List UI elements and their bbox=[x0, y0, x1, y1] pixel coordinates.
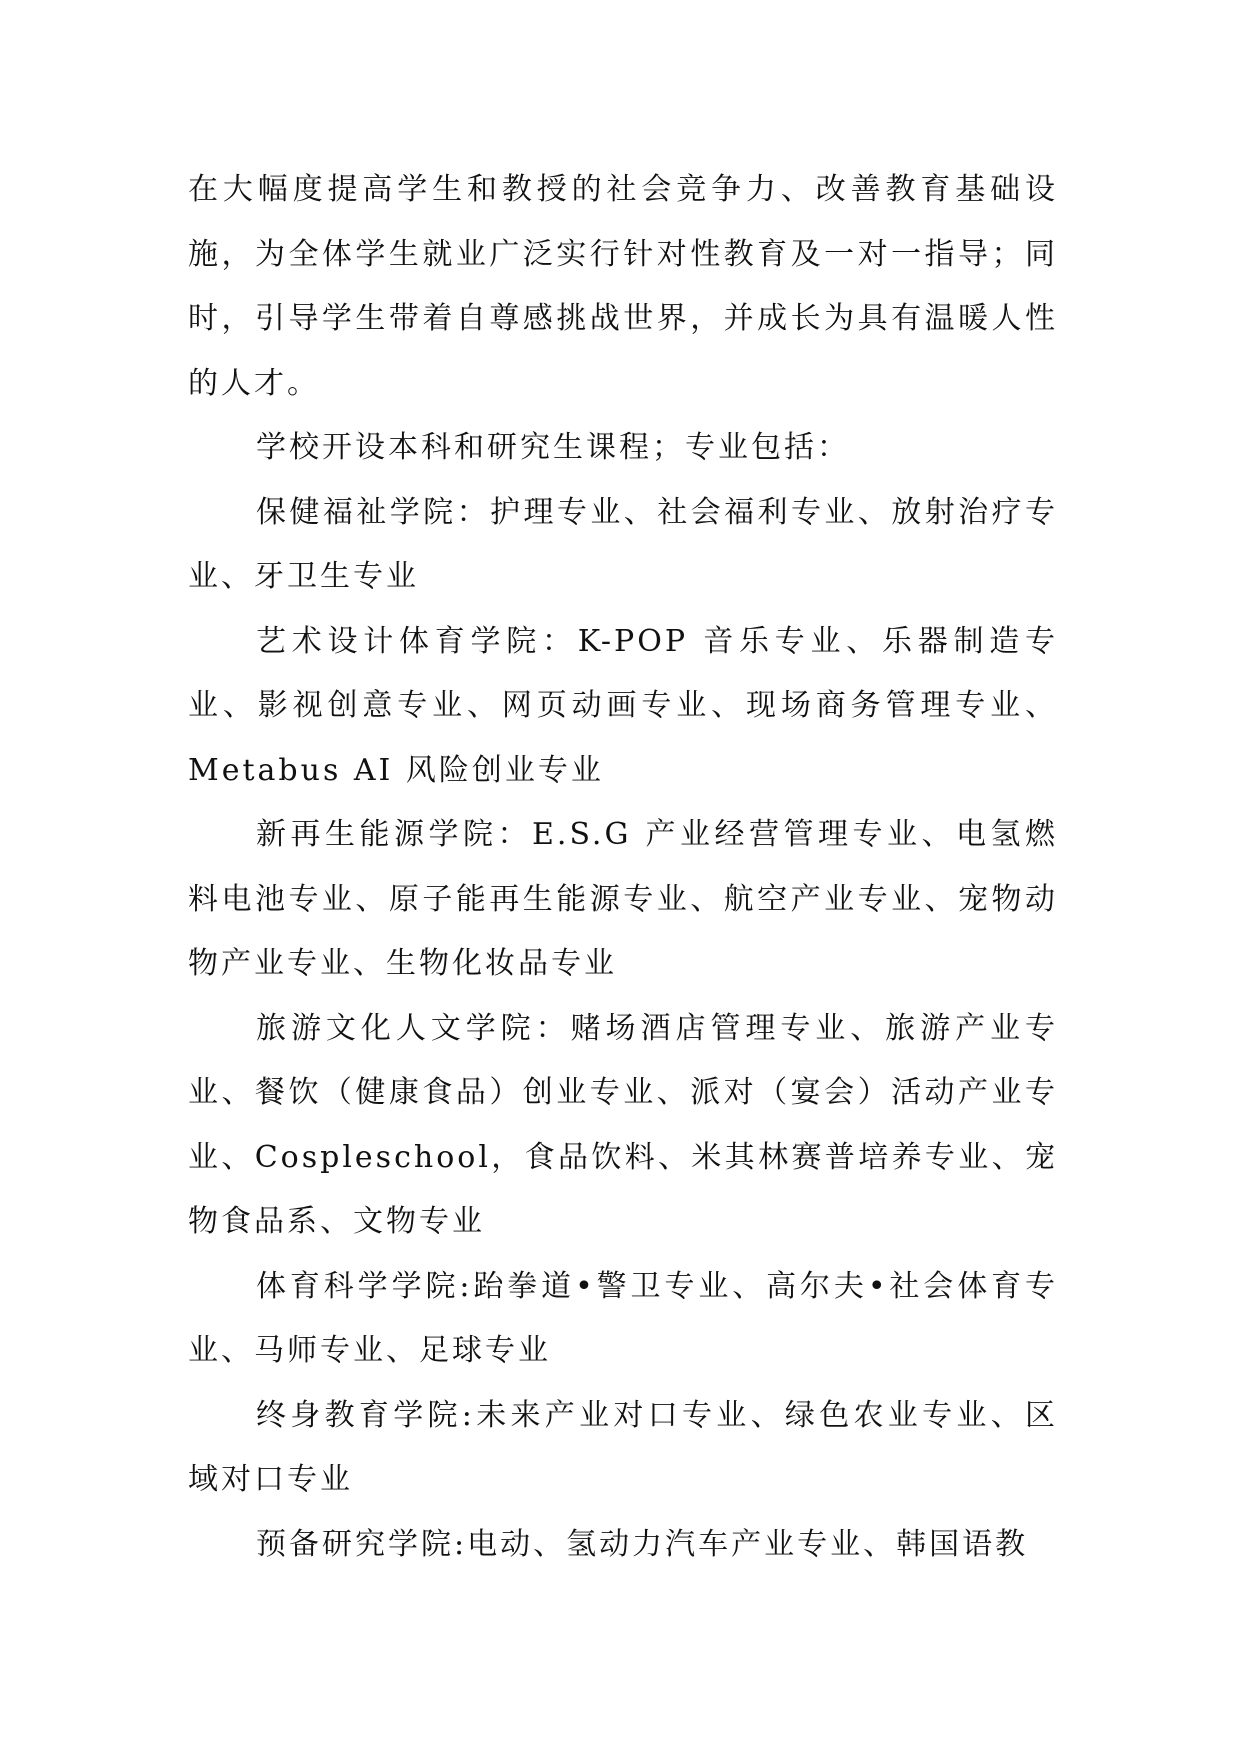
paragraph-preparatory-research-college: 预备研究学院:电动、氢动力汽车产业专业、韩国语教 bbox=[256, 1526, 1029, 1562]
paragraph-tourism-culture-college: 旅游文化人文学院：赌场酒店管理专业、旅游产业专业、餐饮（健康食品）创业专业、派对（宴会）活动产业专业、Cospleschool，食品饮料、米其林赛普培养专业、宠物食品系、文物专业 bbox=[188, 1010, 1058, 1239]
paragraph-renewable-energy-college: 新再生能源学院：E.S.G 产业经营管理专业、电氢燃料电池专业、原子能再生能源专业、航空产业专业、宠物动物产业专业、生物化妆品专业 bbox=[188, 817, 1058, 981]
document-body bbox=[188, 158, 1058, 1577]
paragraph-programs-intro: 学校开设本科和研究生课程；专业包括： bbox=[256, 430, 850, 465]
paragraph-health-welfare-college: 保健福祉学院：护理专业、社会福利专业、放射治疗专业、牙卫生专业 bbox=[188, 494, 1058, 594]
paragraph-lifelong-education-college: 终身教育学院:未来产业对口专业、绿色农业专业、区域对口专业 bbox=[188, 1397, 1058, 1497]
paragraph-sports-science-college: 体育科学学院:跆拳道•警卫专业、高尔夫•社会体育专业、马师专业、足球专业 bbox=[188, 1268, 1058, 1368]
paragraph-goals: 在大幅度提高学生和教授的社会竞争力、改善教育基础设施，为全体学生就业广泛实行针对性教育及一对一指导；同时，引导学生带着自尊感挑战世界，并成长为具有温暖人性的人才。 bbox=[188, 172, 1058, 401]
paragraph-art-design-sports-college: 艺术设计体育学院：K-POP 音乐专业、乐器制造专业、影视创意专业、网页动画专业、现场商务管理专业、Metabus AI 风险创业专业 bbox=[188, 623, 1058, 788]
